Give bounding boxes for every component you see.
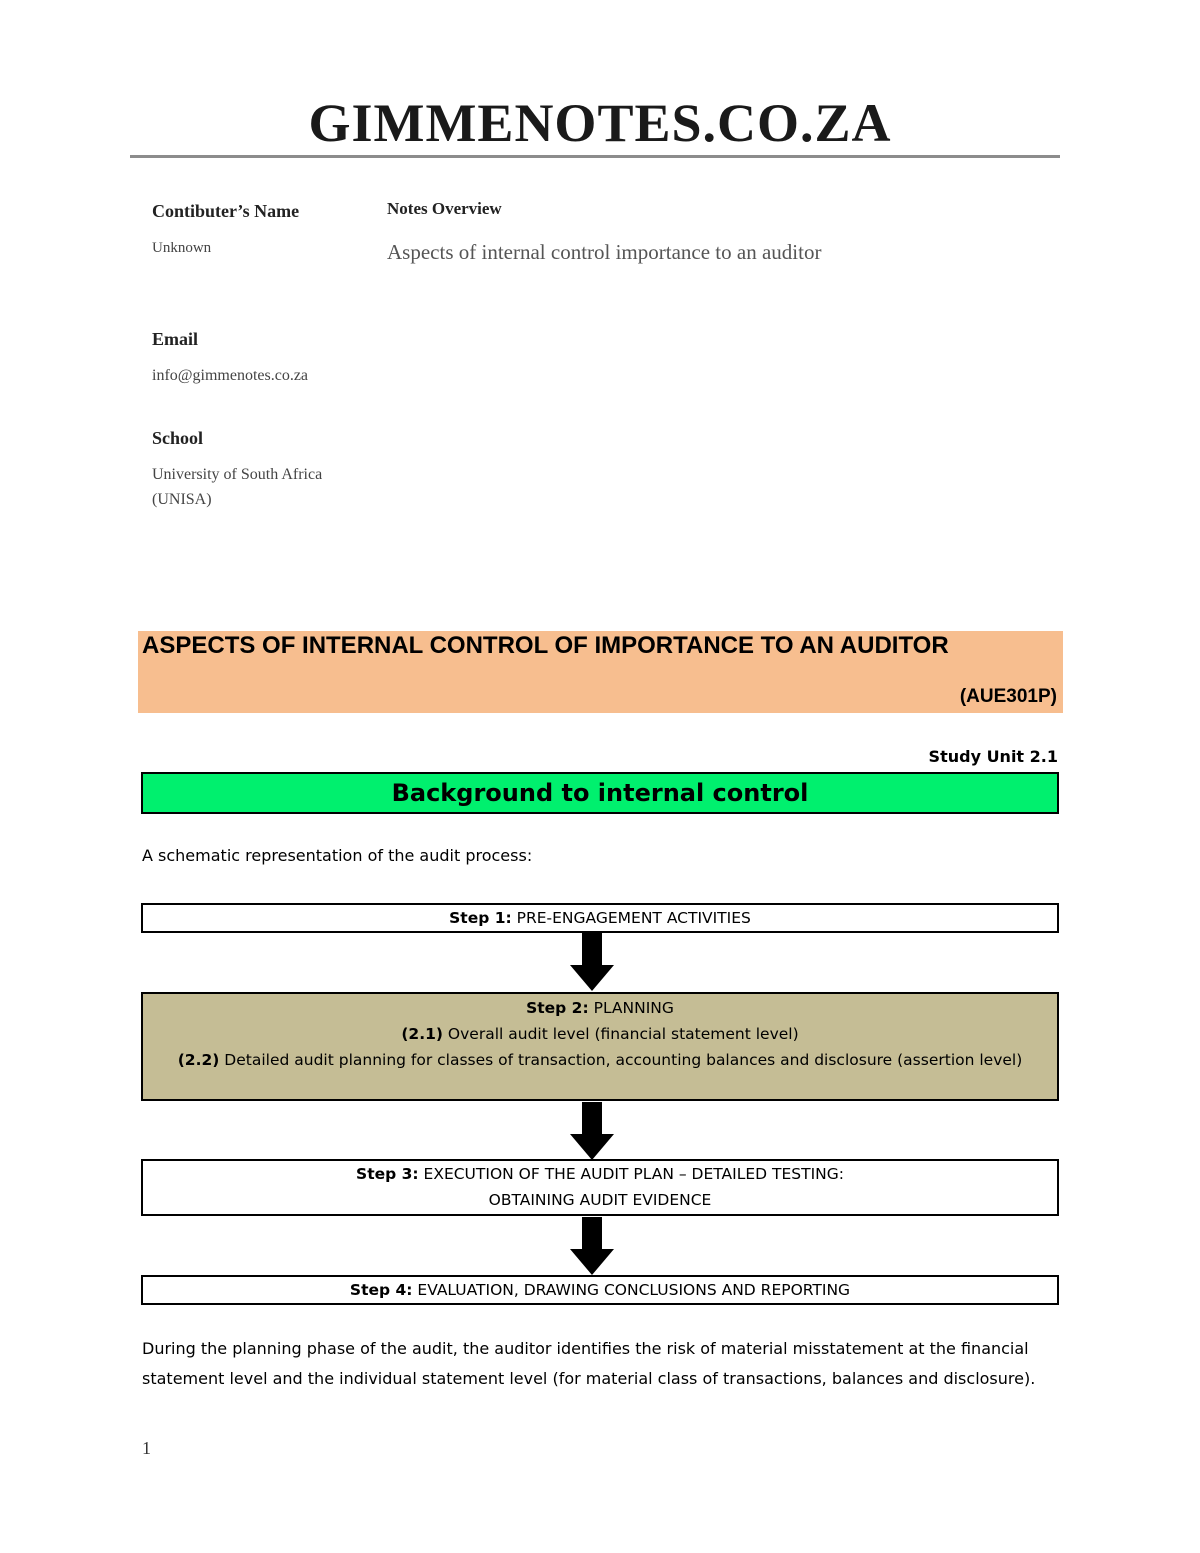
email-label: Email: [152, 329, 199, 349]
step-3-line-2: OBTAINING AUDIT EVIDENCE: [488, 1191, 712, 1209]
page-number: 1: [142, 1438, 151, 1458]
contributor-value: Unknown: [152, 240, 212, 256]
step-2-2-text: Detailed audit planning for classes of transaction, accounting balances and disclosure (assertion level): [224, 1051, 1023, 1069]
contributor-label: Contibuter’s Name: [152, 201, 300, 221]
step-4-box: [141, 1275, 1059, 1305]
step-3-label: Step 3:: [356, 1165, 419, 1183]
school-line-2: (UNISA): [152, 491, 212, 508]
step-3-text: EXECUTION OF THE AUDIT PLAN – DETAILED TESTING:: [423, 1165, 844, 1183]
school-label: School: [152, 428, 204, 448]
site-title: GIMMENOTES.CO.ZA: [308, 93, 892, 153]
step-1-label: Step 1:: [449, 909, 512, 927]
banner-title: ASPECTS OF INTERNAL CONTROL OF IMPORTANCE TO AN AUDITOR: [142, 632, 949, 659]
step-4-text: EVALUATION, DRAWING CONCLUSIONS AND REPORTING: [417, 1281, 851, 1299]
intro-text: A schematic representation of the audit process:: [142, 846, 533, 865]
arrow-down-icon: [570, 933, 614, 991]
school-value: [152, 462, 322, 512]
body-paragraph: During the planning phase of the audit, the auditor identifies the risk of material misstatement at the financial statement level and the individual statement level (for material class of transactions, balances and disclosure).: [142, 1339, 1036, 1388]
overview-value: Aspects of internal control importance to an auditor: [387, 240, 822, 264]
course-code: (AUE301P): [959, 686, 1057, 707]
title-divider: [130, 155, 1060, 158]
step-2-text: PLANNING: [593, 999, 674, 1017]
step-1-text: PRE-ENGAGEMENT ACTIVITIES: [516, 909, 751, 927]
step-4-label: Step 4:: [349, 1281, 413, 1299]
step-2-2-number: (2.2): [177, 1051, 220, 1069]
study-unit: Study Unit 2.1: [928, 747, 1058, 766]
step-2-box: [141, 992, 1059, 1101]
arrow-down-icon: [570, 1102, 614, 1160]
step-2-1-number: (2.1): [401, 1025, 443, 1043]
step-1-box: [141, 903, 1059, 933]
school-line-1: University of South Africa: [152, 466, 323, 483]
step-3-box: [141, 1159, 1059, 1216]
overview-label: Notes Overview: [387, 199, 502, 218]
section-heading: Background to internal control: [141, 772, 1059, 814]
arrow-down-icon: [570, 1217, 614, 1275]
email-value[interactable]: info@gimmenotes.co.za: [152, 367, 309, 384]
step-2-1-text: Overall audit level (financial statement level): [447, 1025, 799, 1043]
step-2-label: Step 2:: [526, 999, 589, 1017]
